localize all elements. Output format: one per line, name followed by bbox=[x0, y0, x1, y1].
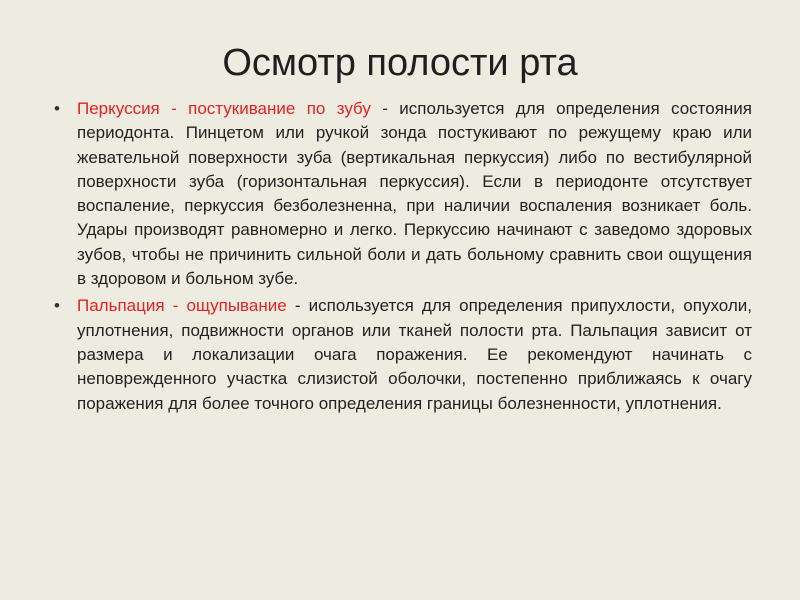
description-palpation: - используется для определения припухлости, опухоли, уплотнения, подвижности органов или тканей полости рта. Пальпация зависит от размера и локализации очага поражения. Ее рекомендуют начинать с неповрежденного участка слизистой оболочки, постепенно приближаясь к очагу поражения для более точного определения границы болезненности, уплотнения. bbox=[77, 296, 752, 413]
term-percussion: Перкуссия - постукивание по зубу bbox=[77, 99, 371, 118]
bullet-list bbox=[50, 97, 752, 419]
bullet-dot-icon: • bbox=[54, 99, 60, 118]
bullet-palpation bbox=[50, 294, 752, 415]
description-percussion: - используется для определения состояния периодонта. Пинцетом или ручкой зонда постукивают по режущему краю или жевательной поверхности зуба (вертикальная перкуссия) либо по вестибулярной поверхности зуба (горизонтальная перкуссия). Если в периодонте отсутствует воспаление, перкуссия безболезненна, при наличии воспаления возникает боль. Удары производят равномерно и легко. Перкуссию начинают с заведомо здоровых зубов, чтобы не причинить сильной боли и дать больному сравнить свои ощущения в здоровом и больном зубе. bbox=[77, 99, 753, 289]
bullet-dot-icon: • bbox=[54, 296, 60, 316]
bullet-percussion bbox=[50, 97, 752, 291]
term-palpation: Пальпация - ощупывание bbox=[77, 296, 287, 316]
slide-title: Осмотр полости рта bbox=[222, 42, 578, 84]
